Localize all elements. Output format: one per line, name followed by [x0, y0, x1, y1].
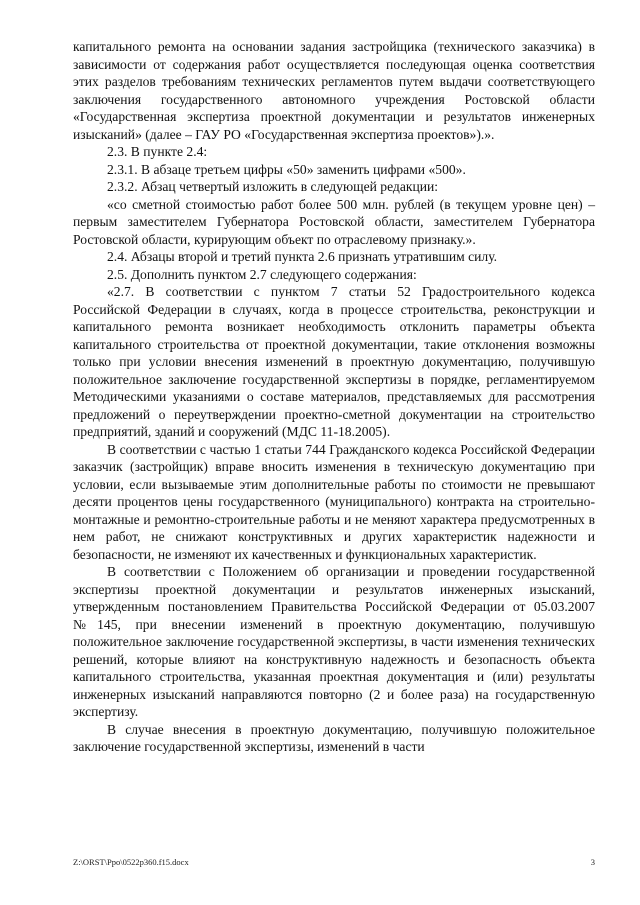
paragraph-2-3: 2.3. В пункте 2.4: — [107, 144, 208, 159]
paragraph-quote-cost: «со сметной стоимостью работ более 500 млн. рублей (в текущем уровне цен) – первым заместителем Губернатора Ростовской области, заместителем Губернатора Ростовской области, курирующим объект по отраслевому признаку.». — [73, 196, 595, 247]
page-number: 3 — [590, 857, 595, 867]
paragraph-2-3-2: 2.3.2. Абзац четвертый изложить в следующей редакции: — [107, 179, 439, 194]
paragraph-2-7: «2.7. В соответствии с пунктом 7 статьи 52 Градостроительного кодекса Российской Федерации в случаях, когда в процессе строительства, реконструкции и капитального ремонта возникает необходимость отклонить параметры объекта капитального строительства от проектной документации, такие отклонения возможны только при условии внесения изменений в проектную документацию, получившую положительное заключение государственной экспертизы в порядке, регламентируемом Методическими указаниями о составе материалов, представляемых для рассмотрения предложений о переутверждении проектно-сметной документации на строительство предприятий, зданий и сооружений (МДС 11-18.2005). — [73, 284, 595, 439]
paragraph-changes: В случае внесения в проектную документацию, получившую положительное заключение государственной экспертизы, изменений в части — [73, 721, 595, 754]
footer-file-path: Z:\ORST\Ppo\0522p360.f15.docx — [73, 857, 189, 867]
paragraph-2-5: 2.5. Дополнить пунктом 2.7 следующего содержания: — [107, 266, 417, 282]
paragraph-2-3-1: 2.3.1. В абзаце третьем цифры «50» заменить цифрами «500». — [107, 161, 466, 177]
paragraph-regulation: В соответствии с Положением об организации и проведении государственной экспертизы проектной документации и результатов инженерных изысканий, утвержденным постановлением Правительства Российской Федерации от 05.03.2007 №145, при внесении изменений в проектную документацию, получившую положительное заключение государственной экспертизы, в части изменения технических решений, которые влияют на конструктивную надежность и безопасность объекта капитального строительства, указанная проектная документация и (или) результаты инженерных изысканий направляются повторно (2 и более раза) на государственную экспертизу. — [73, 564, 595, 719]
paragraph-2-4: 2.4. Абзацы второй и третий пункта 2.6 признать утратившим силу. — [107, 249, 498, 264]
paragraph-civil-code: В соответствии с частью 1 статьи 744 Гражданского кодекса Российской Федерации заказчик (застройщик) вправе вносить изменения в техническую документацию при условии, если вызываемые этим дополнительные работы по стоимости не превышают десяти процентов цены государственного (муниципального) контракта на строительно-монтажные и ремонтно-строительные работы и не меняют характера предусмотренных в нем работ, не снижают конструктивных и других характеристик надежности и безопасности, не изменяют их качественных и функциональных характеристик. — [73, 441, 595, 562]
paragraph-continuation: капитального ремонта на основании задания застройщика (технического заказчика) в зависимости от содержания работ осуществляется последующая оценка соответствия этих разделов требованиям технических регламентов путем выдачи соответствующего заключения государственного автономного учреждения Ростовской области «Государственная экспертиза проектной документации и результатов инженерных изысканий» (далее – ГАУ РО «Государственная экспертиза проектов»).». — [73, 39, 595, 142]
document-page — [73, 38, 595, 756]
